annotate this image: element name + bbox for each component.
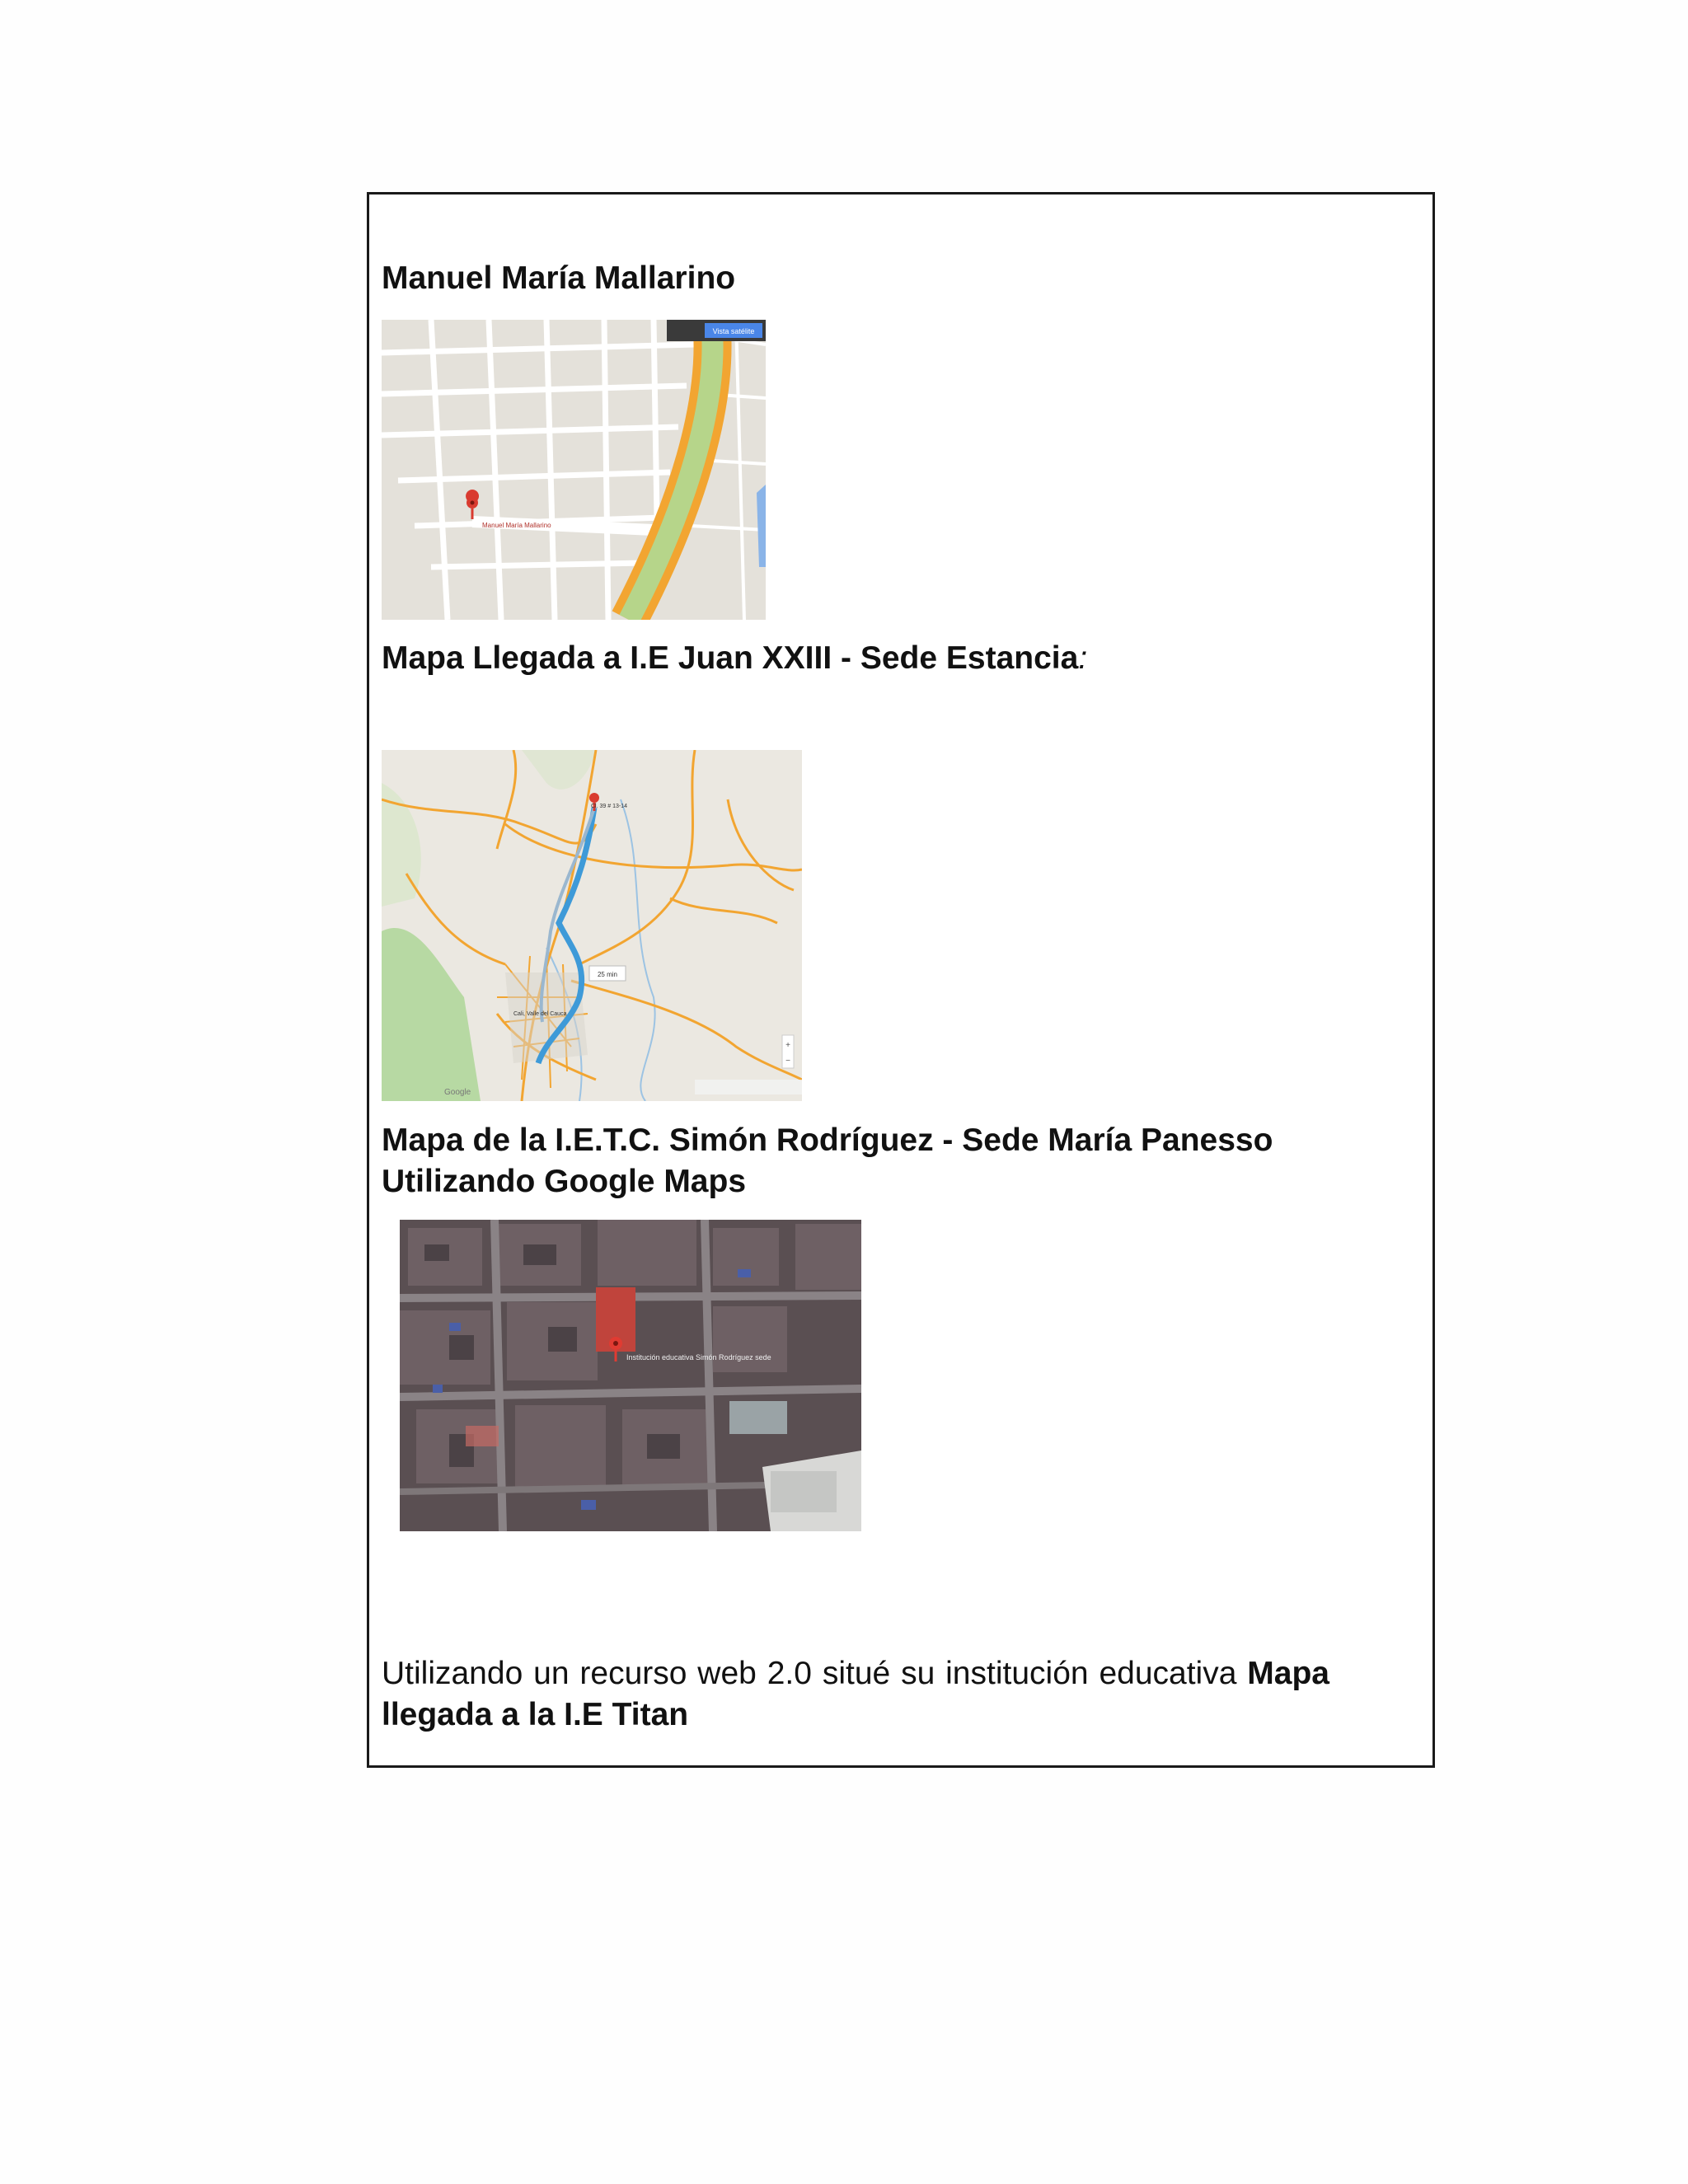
closing-paragraph: [382, 1653, 1329, 1694]
destination-label: Cl. 39 # 13-14: [591, 804, 627, 809]
heading-juan-xxiii-colon: :: [1078, 640, 1088, 676]
map-simon-rodriguez-satellite: [400, 1220, 861, 1531]
map-view-button-label: Vista satélite: [712, 327, 755, 335]
closing-paragraph-text: Utilizando un recurso web 2.0 situé su institución educativa: [382, 1656, 1237, 1691]
heading-juan-xxiii-text: Mapa Llegada a I.E Juan XXIII - Sede Estancia: [382, 640, 1079, 676]
heading-simon-rodriguez: Mapa de la I.E.T.C. Simón Rodríguez - Sede María Panesso: [382, 1122, 1273, 1158]
heading-google-maps: Utilizando Google Maps: [382, 1164, 747, 1199]
map-juan-xxiii-route: [382, 750, 802, 1101]
zoom-in-icon[interactable]: +: [785, 1041, 790, 1050]
school-pin-label: Institución educativa Simón Rodríguez sede: [626, 1353, 771, 1361]
map-manuel-maria-mallarino: [382, 320, 766, 620]
duration-label: 25 min: [597, 971, 618, 978]
heading-manuel-maria-mallarino: Manuel María Mallarino: [382, 260, 736, 296]
google-logo: Google: [444, 1088, 471, 1097]
map-place-label: Manuel María Mallarino: [482, 522, 551, 529]
closing-paragraph-bold: Mapa: [1247, 1656, 1329, 1691]
closing-paragraph-line2: llegada a la I.E Titan: [382, 1697, 689, 1732]
city-label: Cali, Valle del Cauca: [513, 1011, 567, 1017]
destination-pin-icon: [589, 793, 599, 803]
heading-juan-xxiii: [382, 638, 1087, 679]
zoom-out-icon[interactable]: −: [785, 1057, 790, 1066]
